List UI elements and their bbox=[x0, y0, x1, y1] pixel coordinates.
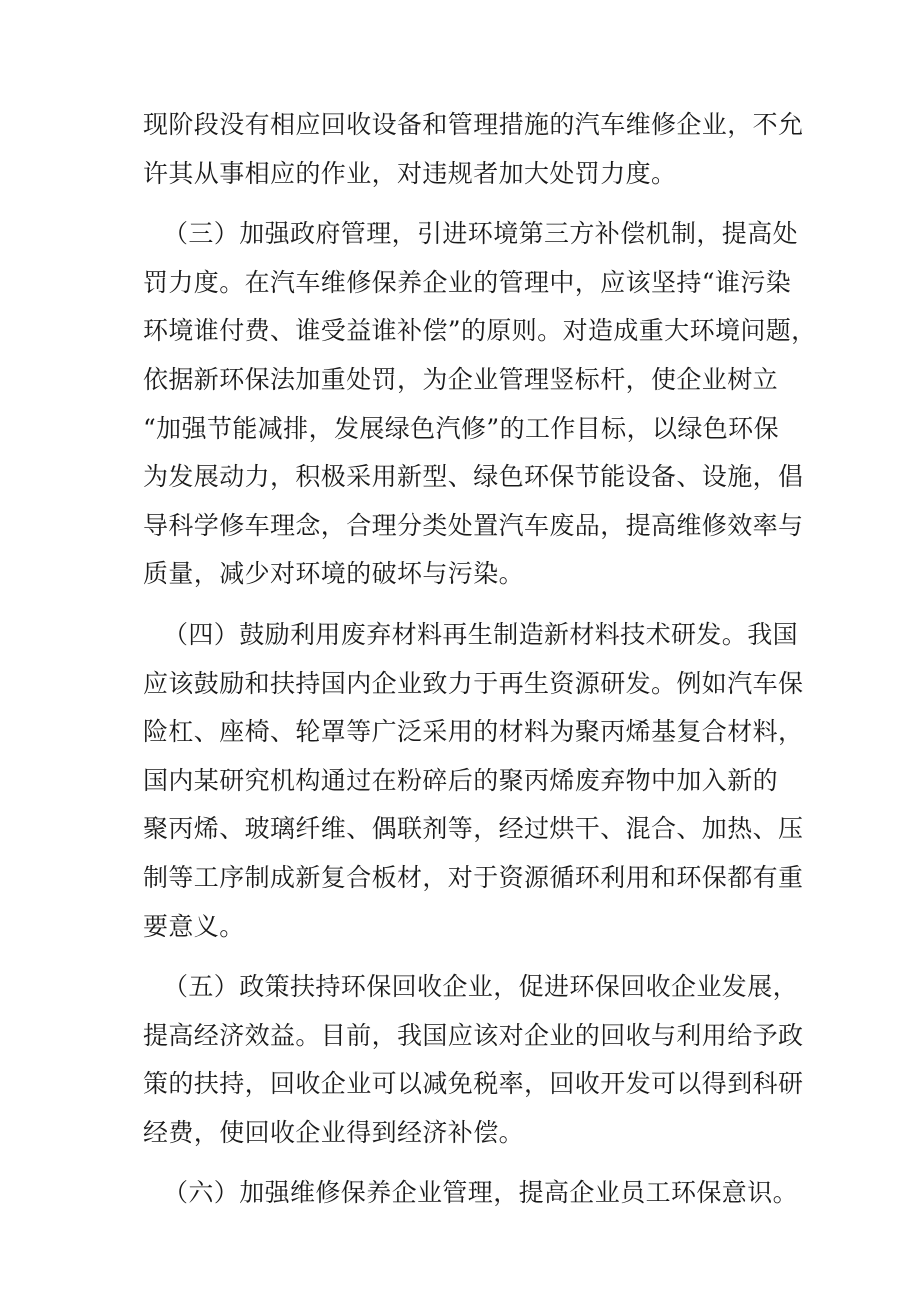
document-body bbox=[143, 101, 817, 1218]
text-line: （六）加强维修保养企业管理，提高企业员工环保意识。 bbox=[163, 1178, 799, 1208]
text-line: （四）鼓励利用废弃材料再生制造新材料技术研发。我国 bbox=[163, 619, 799, 649]
text-line: 导科学修车理念，合理分类处置汽车废品，提高维修效率与 bbox=[143, 510, 804, 540]
text-line: （五）政策扶持环保回收企业，促进环保回收企业发展， bbox=[163, 972, 799, 1002]
text-line: 要意义。 bbox=[143, 911, 245, 941]
text-line: 现阶段没有相应回收设备和管理措施的汽车维修企业，不允 bbox=[143, 110, 804, 139]
text-line: （三）加强政府管理，引进环境第三方补偿机制，提高处 bbox=[163, 219, 799, 249]
text-line: 险杠、座椅、轮罩等广泛采用的材料为聚丙烯基复合材料， bbox=[143, 717, 804, 747]
paragraph-4 bbox=[143, 963, 804, 1157]
text-line: 聚丙烯、玻璃纤维、偶联剂等，经过烘干、混合、加热、压 bbox=[143, 814, 804, 844]
text-line: 策的扶持，回收企业可以减免税率，回收开发可以得到科研 bbox=[143, 1069, 804, 1099]
text-line: 提高经济效益。目前，我国应该对企业的回收与利用给予政 bbox=[143, 1020, 804, 1050]
text-line: 经费，使回收企业得到经济补偿。 bbox=[143, 1117, 525, 1147]
paragraph-3 bbox=[143, 611, 804, 951]
text-line: 质量，减少对环境的破坏与污染。 bbox=[143, 559, 525, 589]
text-line: 环境谁付费、谁受益谁补偿”的原则。对造成重大环境问题， bbox=[143, 316, 817, 346]
text-line: 国内某研究机构通过在粉碎后的聚丙烯废弃物中加入新的 bbox=[143, 765, 779, 795]
text-line: 罚力度。在汽车维修保养企业的管理中，应该坚持“谁污染 bbox=[143, 267, 792, 297]
text-line: 许其从事相应的作业，对违规者加大处罚力度。 bbox=[143, 158, 677, 188]
text-line: 为发展动力，积极采用新型、绿色环保节能设备、设施，倡 bbox=[143, 462, 804, 492]
paragraph-1 bbox=[143, 101, 804, 198]
paragraph-2 bbox=[143, 210, 817, 599]
text-line: 依据新环保法加重处罚，为企业管理竖标杆，使企业树立 bbox=[143, 364, 779, 394]
paragraph-5 bbox=[143, 1169, 799, 1218]
text-line: “加强节能减排，发展绿色汽修”的工作目标，以绿色环保 bbox=[143, 413, 779, 443]
text-line: 制等工序制成新复合板材，对于资源循环利用和环保都有重 bbox=[143, 862, 804, 892]
text-line: 应该鼓励和扶持国内企业致力于再生资源研发。例如汽车保 bbox=[143, 668, 804, 698]
